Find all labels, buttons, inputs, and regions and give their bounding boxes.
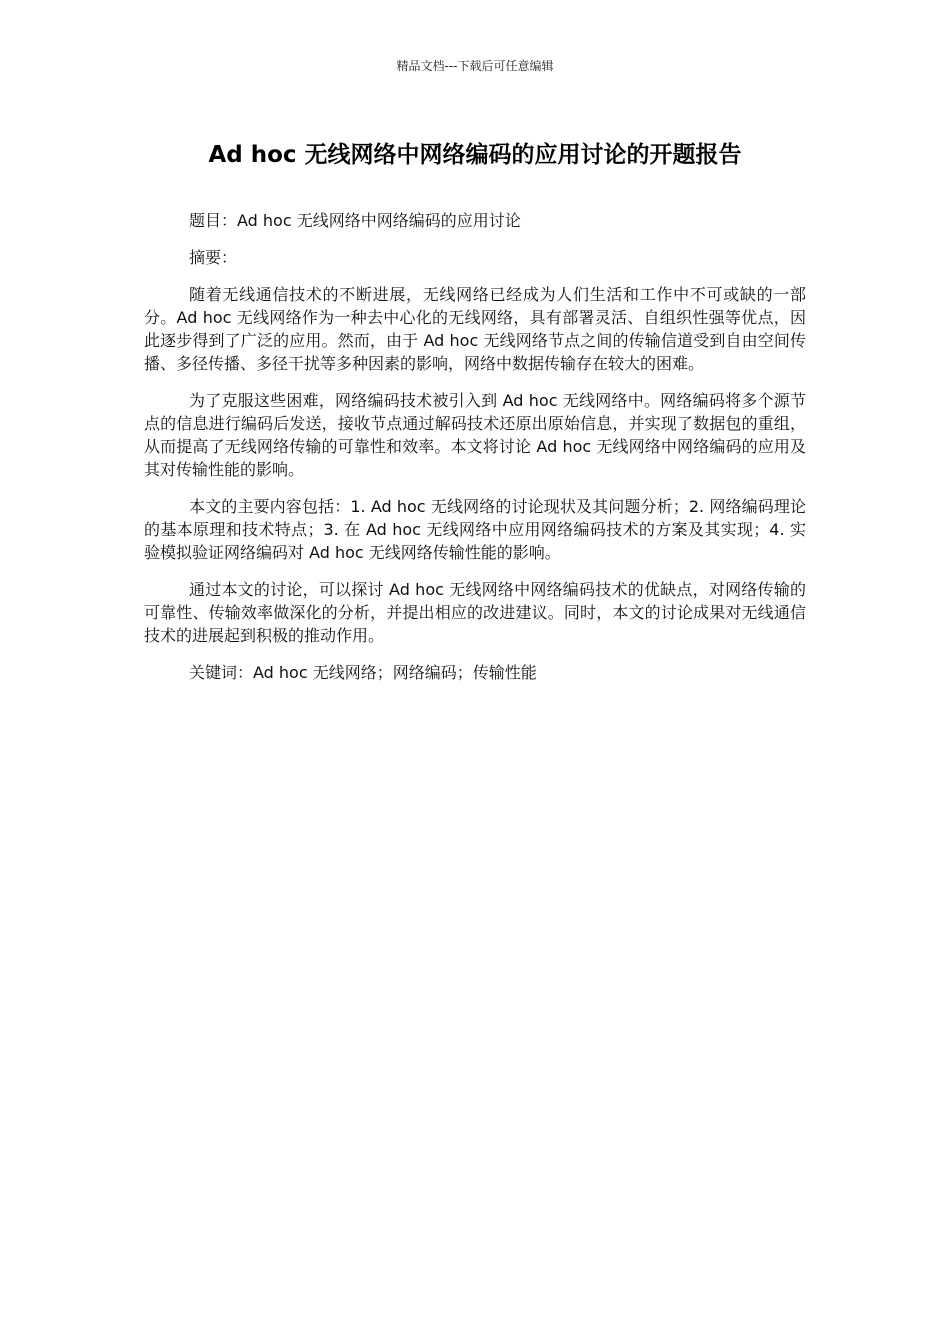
paragraph: 本文的主要内容包括：1. Ad hoc 无线网络的讨论现状及其问题分析；2. 网络编码理论的基本原理和技术特点；3. 在 Ad hoc 无线网络中应用网络编码技术的方案及其实现；4. 实验模拟验证网络编码对 Ad hoc 无线网络传输性能的影响。 xyxy=(144,497,806,562)
document-title: Ad hoc 无线网络中网络编码的应用讨论的开题报告 xyxy=(208,142,742,168)
paragraph: 通过本文的讨论，可以探讨 Ad hoc 无线网络中网络编码技术的优缺点，对网络传输的可靠性、传输效率做深化的分析，并提出相应的改进建议。同时，本文的讨论成果对无线通信技术的进展起到积极的推动作用。 xyxy=(144,580,806,645)
document-body xyxy=(144,209,806,698)
subject-line: 题目：Ad hoc 无线网络中网络编码的应用讨论 xyxy=(189,211,521,230)
paragraph: 随着无线通信技术的不断进展，无线网络已经成为人们生活和工作中不可或缺的一部分。Ad hoc 无线网络作为一种去中心化的无线网络，具有部署灵活、自组织性强等优点，因此逐步得到了广泛的应用。然而，由于 Ad hoc 无线网络节点之间的传输信道受到自由空间传播、多径传播、多径干扰等多种因素的影响，网络中数据传输存在较大的困难。 xyxy=(144,285,806,373)
page-header-note: 精品文档---下载后可任意编辑 xyxy=(396,59,554,73)
abstract-label: 摘要： xyxy=(189,248,238,267)
keywords-line: 关键词：Ad hoc 无线网络；网络编码；传输性能 xyxy=(189,663,537,682)
paragraph: 为了克服这些困难，网络编码技术被引入到 Ad hoc 无线网络中。网络编码将多个源节点的信息进行编码后发送，接收节点通过解码技术还原出原始信息，并实现了数据包的重组，从而提高了无线网络传输的可靠性和效率。本文将讨论 Ad hoc 无线网络中网络编码的应用及其对传输性能的影响。 xyxy=(144,391,806,479)
